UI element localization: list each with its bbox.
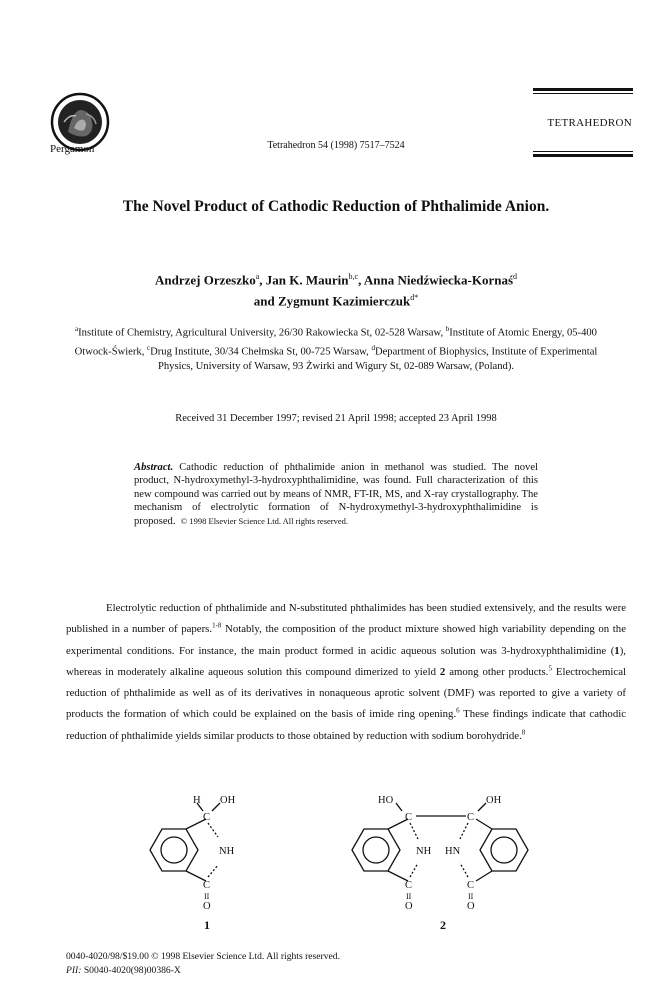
affiliation-mark: b xyxy=(445,325,450,333)
author-affiliation-mark: a xyxy=(255,272,260,281)
body-text: Electrochemical reduction of phthalimide as well as of its derivatives in nonaqueous aprotic solvent (DMF) was reported to give a variety of products the formation of which could be explained on the basis of imide ring opening. xyxy=(66,665,626,721)
abstract-copyright: © 1998 Elsevier Science Ltd. All rights reserved. xyxy=(180,515,349,526)
affiliation-text: Drug Institute, 30/34 Chełmska St, 00-725 Warsaw, xyxy=(150,346,369,358)
body-paragraph xyxy=(66,598,626,747)
footer xyxy=(66,950,340,977)
abstract-label: Abstract. xyxy=(134,462,174,473)
compound-label-2: 2 xyxy=(440,918,446,932)
body-text: among other products. xyxy=(445,665,549,678)
atom-label: C xyxy=(405,812,413,823)
author-name: Andrzej Orzeszko xyxy=(155,272,256,288)
reference-mark: 5 xyxy=(548,664,552,673)
chemical-structures xyxy=(140,795,540,932)
header-rule-bottom xyxy=(533,154,633,157)
reference-mark: 6 xyxy=(456,706,460,715)
author-name: and Zygmunt Kazimierczuk xyxy=(253,293,411,309)
reference-mark: 1-8 xyxy=(212,621,222,630)
body-text: These findings indicate that cathodic reduction of phthalimide yields similar products to those obtained by reduction with sodium borohydride. xyxy=(66,708,627,742)
atom-label: H xyxy=(193,795,201,806)
affiliation-text: Institute of Chemistry, Agricultural University, 26/30 Rakowiecka St, 02-528 Warsaw, xyxy=(78,327,444,339)
author-affiliation-mark: b,c xyxy=(348,272,359,281)
affiliation-mark: a xyxy=(75,325,79,333)
atom-label: O xyxy=(203,901,211,912)
footer-pii xyxy=(66,964,340,978)
atom-label: O xyxy=(467,901,475,912)
double-bond-mark: II xyxy=(468,892,474,901)
compound-label-1: 1 xyxy=(204,918,210,932)
atom-label: C xyxy=(203,812,211,823)
atom-label: C xyxy=(405,880,413,891)
author-affiliation-mark: d xyxy=(513,272,517,281)
abstract-text: Cathodic reduction of phthalimide anion in methanol was studied. The novel product, N-hydroxymethyl-3-hydroxyphthalimidine, was found. Full characterization of this new compound was carried out by means of NMR, FT-IR, MS, and X-ray crystallography. The mechanism of electrolytic formation of N-hydroxymethyl-3-hydroxyphthalimidine is proposed. xyxy=(134,462,538,527)
atom-label: NH xyxy=(219,846,235,857)
reference-mark: 8 xyxy=(521,728,526,737)
journal-name: TETRAHEDRON xyxy=(547,117,632,129)
atom-label: C xyxy=(467,880,475,891)
author-name: Jan K. Maurin xyxy=(265,272,349,288)
structure-1 xyxy=(150,795,236,932)
pii-label: PII: xyxy=(66,964,82,976)
atom-label: OH xyxy=(486,795,502,806)
author-name: Anna Niedźwiecka-Kornaś xyxy=(363,272,513,288)
atom-label: HN xyxy=(445,846,461,857)
double-bond-mark: II xyxy=(204,892,210,901)
footer-copyright: 0040-4020/98/$19.00 © 1998 Elsevier Science Ltd. All rights reserved. xyxy=(66,951,340,962)
atom-label: C xyxy=(467,812,475,823)
atom-label: OH xyxy=(220,795,236,806)
affiliation-text: Institute of Atomic Energy, 05-400 Otwock-Świerk, xyxy=(74,327,597,358)
author-affiliation-mark: d* xyxy=(410,293,419,303)
body-text: ), whereas in moderately alkaline aqueous solution this compound dimerized to yield xyxy=(66,644,626,678)
affiliations xyxy=(60,322,612,375)
atom-label: NH xyxy=(416,846,432,857)
atom-label: C xyxy=(203,880,211,891)
header-rule-top xyxy=(533,88,633,91)
compound-ref: 1 xyxy=(614,644,620,657)
header-rule-top-thin xyxy=(533,93,633,94)
received-dates: Received 31 December 1997; revised 21 April 1998; accepted 23 April 1998 xyxy=(175,413,497,424)
affiliation-text: Department of Biophysics, Institute of Experimental Physics, University of Warsaw, 93 Żwirki and Wigury St, 02-089 Warsaw, (Poland). xyxy=(157,346,598,373)
header-rule-bottom-thin xyxy=(533,151,633,152)
affiliation-mark: d xyxy=(371,344,375,353)
pii-value: S0040-4020(98)00386-X xyxy=(81,964,181,976)
atom-label: HO xyxy=(378,795,394,806)
body-text: Notably, the composition of the product mixture showed high variability depending on the experimental conditions. For instance, the main product formed in acidic aqueous solution was 3-hydroxyphthalimidine ( xyxy=(66,623,626,657)
affiliation-mark: c xyxy=(147,344,151,353)
publisher-name: Pergamon xyxy=(50,143,95,155)
body-text: Electrolytic reduction of phthalimide and N-substituted phthalimides has been studied extensively, and the results were published in a number of papers. xyxy=(66,602,626,636)
compound-ref: 2 xyxy=(439,665,446,678)
author-list: Andrzej Orzeszko$^a$, Jan K. Maurin$^{b,c}$, Anna Niedźwiecka-Kornaś$^d$ and Zygmunt Kazimierczuk$^{d*}$ xyxy=(155,272,517,309)
journal-citation: Tetrahedron 54 (1998) 7517–7524 xyxy=(267,140,405,151)
double-bond-mark: II xyxy=(406,892,412,901)
structure-2 xyxy=(352,795,528,932)
article-title: The Novel Product of Cathodic Reduction of Phthalimide Anion. xyxy=(122,198,550,215)
atom-label: O xyxy=(405,901,413,912)
abstract xyxy=(134,461,538,528)
